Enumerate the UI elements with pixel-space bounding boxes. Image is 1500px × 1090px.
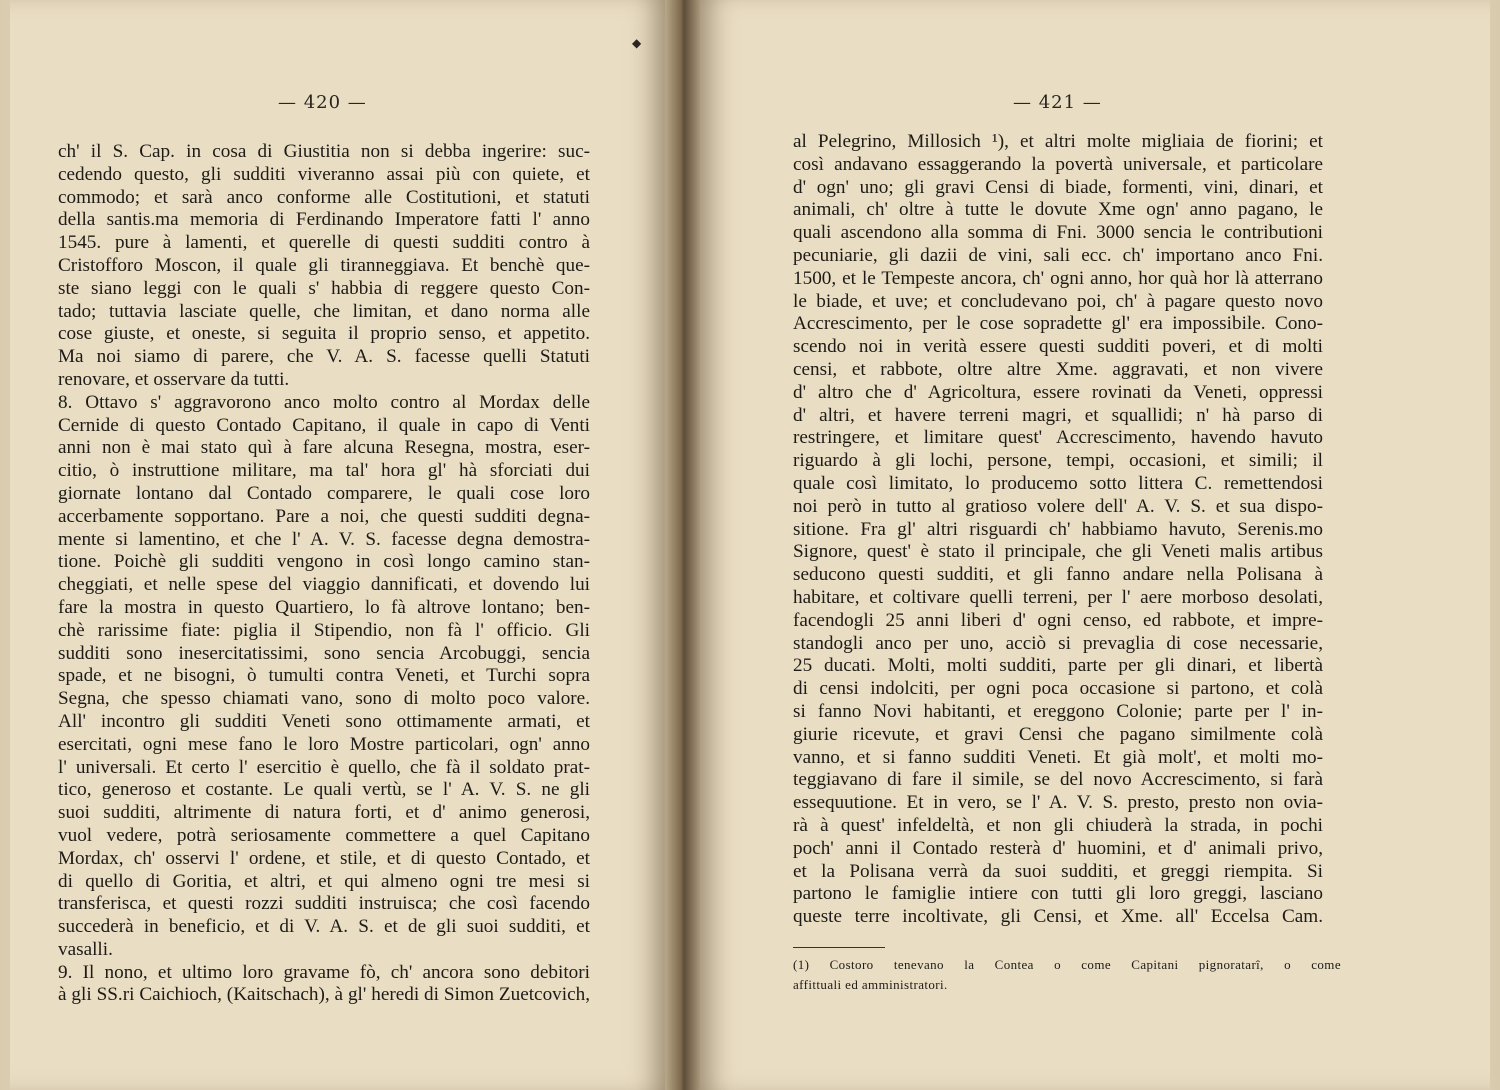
text-line: si fanno Novi habitanti, et ereggono Colonie; parte per l' in- — [793, 700, 1323, 722]
text-line: di censi indolciti, per ogni poca occasione si partono, et colà — [793, 678, 1323, 700]
footnote-line: (1) Costoro tenevano la Contea o come Capitani pignoratarî, o come — [793, 957, 1341, 972]
text-line: mente si lamentino, et che l' A. V. S. facesse degna demostra- — [58, 528, 590, 550]
text-line: sudditi sono inesercitatissimi, sono sencia Arcobuggi, sencia — [58, 642, 590, 664]
text-line: Segna, che spesso chiamati vano, sono di molto poco valore. — [58, 688, 590, 710]
left-page-text — [58, 141, 590, 1007]
text-line: ch' il S. Cap. in cosa di Giustitia non si debba ingerire: suc- — [58, 141, 590, 162]
text-line: et la Polisana verrà da suoi sudditi, et greggi riempita. Si — [793, 860, 1323, 882]
footnotes — [793, 955, 1341, 995]
right-page-text — [793, 131, 1323, 929]
text-line: noi però in tutto al gratioso volere dell' A. V. S. et sua dispo- — [793, 495, 1323, 517]
text-line: 1545. pure à lamenti, et querelle di questi sudditi contro à — [58, 232, 590, 254]
text-line: giurie ricevute, et gravi Censi che pagano similmente colà — [793, 723, 1323, 745]
text-line: 1500, et le Tempeste ancora, ch' ogni anno, hor quà hor là atterrano — [793, 267, 1323, 289]
text-line: renovare, et osservare da tutti. — [58, 368, 290, 390]
text-line: poch' anni il Contado resterà d' huomini, et d' animali privo, — [793, 837, 1323, 859]
right-page — [700, 0, 1490, 1090]
text-line: cose giuste, et oneste, si seguita il proprio senso, et appetito. — [58, 323, 590, 345]
text-line: tione. Poichè gli sudditi vengono in così longo camino stan- — [58, 551, 590, 573]
text-line: standogli anco per uno, acciò si prevaglia di cose necessarie, — [793, 632, 1323, 654]
text-line: ste siano leggi con le quali s' habbia di reggere questo Con- — [58, 277, 590, 299]
text-line: accerbamente sopportano. Pare a noi, che questi sudditi degna- — [58, 505, 590, 527]
text-line: quali ascendono alla somma di Fni. 3000 sencia le contributioni — [793, 222, 1323, 244]
text-line: scendo noi in verità essere questi sudditi poveri, et di molti — [793, 336, 1323, 358]
ink-fleck-icon: ◆ — [632, 36, 642, 50]
text-line: succederà in beneficio, et di V. A. S. et de gli suoi sudditi, et — [58, 916, 590, 938]
text-line: quale così limitato, lo producemo sotto littera C. remettendosi — [793, 472, 1323, 494]
text-line: essequutione. Et in vero, se l' A. V. S. presto, presto non ovia- — [793, 792, 1323, 814]
text-line: Cernide di questo Contado Capitano, il quale in capo di Venti — [58, 414, 590, 436]
text-line: teggiavano di fare il simile, se del novo Accrescimento, si farà — [793, 769, 1323, 791]
page-number-421: — 421 — — [1013, 92, 1102, 113]
text-line: Cristofforo Moscon, il quale gli tiranneggiava. Et benchè que- — [58, 254, 590, 276]
text-line: 25 ducati. Molti, molti sudditi, parte per gli dinari, et libertà — [793, 655, 1323, 677]
text-line: Ma noi siamo di parere, che V. A. S. facesse quelli Statuti — [58, 346, 590, 368]
text-line: transferisca, et questi rozzi sudditi instruisca; che così facendo — [58, 893, 590, 915]
text-line: esercitati, ogni mese fano le loro Mostre particolari, ogn' anno — [58, 733, 590, 755]
text-line: habitare, et coltivare quelli terreni, per l' aere morboso desolati, — [793, 586, 1323, 608]
text-line: cedendo questo, gli sudditi viveranno assai più con quiete, et — [58, 163, 590, 185]
text-line: anni non è mai stato quì à fare alcuna Resegna, mostra, eser- — [58, 437, 590, 459]
text-line: vuol vedere, potrà seriosamente commettere a quel Capitano — [58, 824, 590, 846]
text-line: censi, et rabbote, oltre altre Xme. aggravati, et non vivere — [793, 358, 1323, 380]
text-line: vanno, et si fanno sudditi Veneti. Et già molt', et molti mo- — [793, 746, 1323, 768]
left-page — [10, 0, 665, 1090]
text-line: commodo; et sarà anco conforme alle Costitutioni, et statuti — [58, 186, 590, 208]
text-line: 9. Il nono, et ultimo loro gravame fò, ch' ancora sono debitori — [58, 961, 590, 983]
book-gutter — [665, 0, 700, 1090]
footnote-divider — [793, 947, 885, 948]
text-line: vasalli. — [58, 938, 113, 960]
text-line: Accrescimento, per le cose sopradette gl' era impossibile. Cono- — [793, 313, 1323, 335]
text-line: d' ogn' uno; gli gravi Censi di biade, formenti, vini, dinari, et — [793, 176, 1323, 198]
text-line: tico, generoso et costante. Le quali vertù, se l' A. V. S. ne gli — [58, 779, 590, 801]
text-line: partono le famiglie intiere con tutti gli loro greggi, lasciano — [793, 883, 1323, 905]
text-line: All' incontro gli sudditi Veneti sono ottimamente armati, et — [58, 710, 590, 732]
text-line: facendogli 25 anni liberi d' ogni censo, ed rabbote, et impre- — [793, 609, 1323, 631]
text-line: Mordax, ch' osservi l' ordene, et stile, et di questo Contado, et — [58, 847, 590, 869]
text-line: così andavano essaggerando la povertà universale, et particolare — [793, 153, 1323, 175]
text-line: d' altri, et havere terreni magri, et squallidi; n' hà parso di — [793, 404, 1323, 426]
text-line: seducono questi sudditi, et gli fanno andare nella Polisana à — [793, 564, 1323, 586]
text-line: della santis.ma memoria di Ferdinando Imperatore fatti l' anno — [58, 209, 590, 231]
text-line: cheggiati, et nelle spese del viaggio dannificati, et dovendo lui — [58, 574, 590, 596]
text-line: sitione. Fra gl' altri risguardi ch' habbiamo havuto, Serenis.mo — [793, 518, 1323, 540]
text-line: spade, et ne bisogni, ò tumulti contra Veneti, et Turchi sopra — [58, 665, 590, 687]
text-line: giornate lontano dal Contado comparere, le quali cose loro — [58, 482, 590, 504]
text-line: l' universali. Et certo l' esercitio è quello, che fà il soldato prat- — [58, 756, 590, 778]
text-line: d' altro che d' Agricoltura, essere rovinati da Veneti, oppressi — [793, 381, 1323, 403]
text-line: chè rarissime fiate: piglia il Stipendio, non fà l' officio. Gli — [58, 619, 590, 641]
text-line: à gli SS.ri Caichioch, (Kaitschach), à gl' heredi di Simon Zuetcovich, — [58, 984, 590, 1006]
text-line: suoi sudditi, altrimente di natura forti, et d' animo generosi, — [58, 802, 590, 824]
text-line: Signore, quest' è stato il principale, che gli Veneti malis artibus — [793, 541, 1323, 563]
text-line: riguardo à gli lochi, persone, tempi, occasioni, et simili; il — [793, 450, 1323, 472]
text-line: pecuniarie, gli dazii de vini, sali ecc. ch' importano anco Fni. — [793, 244, 1323, 266]
text-line: animali, ch' oltre à tutte le dovute Xme ogn' anno pagano, le — [793, 199, 1323, 221]
text-line: tado; tuttavia lasciate quelle, che limitan, et dano norma alle — [58, 300, 590, 322]
text-line: fare la mostra in questo Quartiero, lo fà altrove lontano; ben- — [58, 596, 590, 618]
text-line: queste terre incoltivate, gli Censi, et Xme. all' Eccelsa Cam. — [793, 906, 1323, 928]
text-line: le biade, et uve; et concludevano poi, ch' à pagare questo novo — [793, 290, 1323, 312]
text-line: al Pelegrino, Millosich ¹), et altri molte migliaia de fiorini; et — [793, 131, 1323, 152]
text-line: restringere, et limitare quest' Accrescimento, havendo havuto — [793, 427, 1323, 449]
page-number-420: — 420 — — [278, 92, 367, 113]
footnote-line: affittuali ed amministratori. — [793, 977, 948, 992]
text-line: di quello di Goritia, et altri, et qui almeno ogni tre mesi si — [58, 870, 590, 892]
text-line: 8. Ottavo s' aggravorono anco molto contro al Mordax delle — [58, 391, 590, 413]
text-line: citio, ò instruttione militare, ma tal' hora gl' hà sforciati dui — [58, 460, 590, 482]
text-line: rà à quest' infeldeltà, et non gli chiuderà la strada, in pochi — [793, 814, 1323, 836]
